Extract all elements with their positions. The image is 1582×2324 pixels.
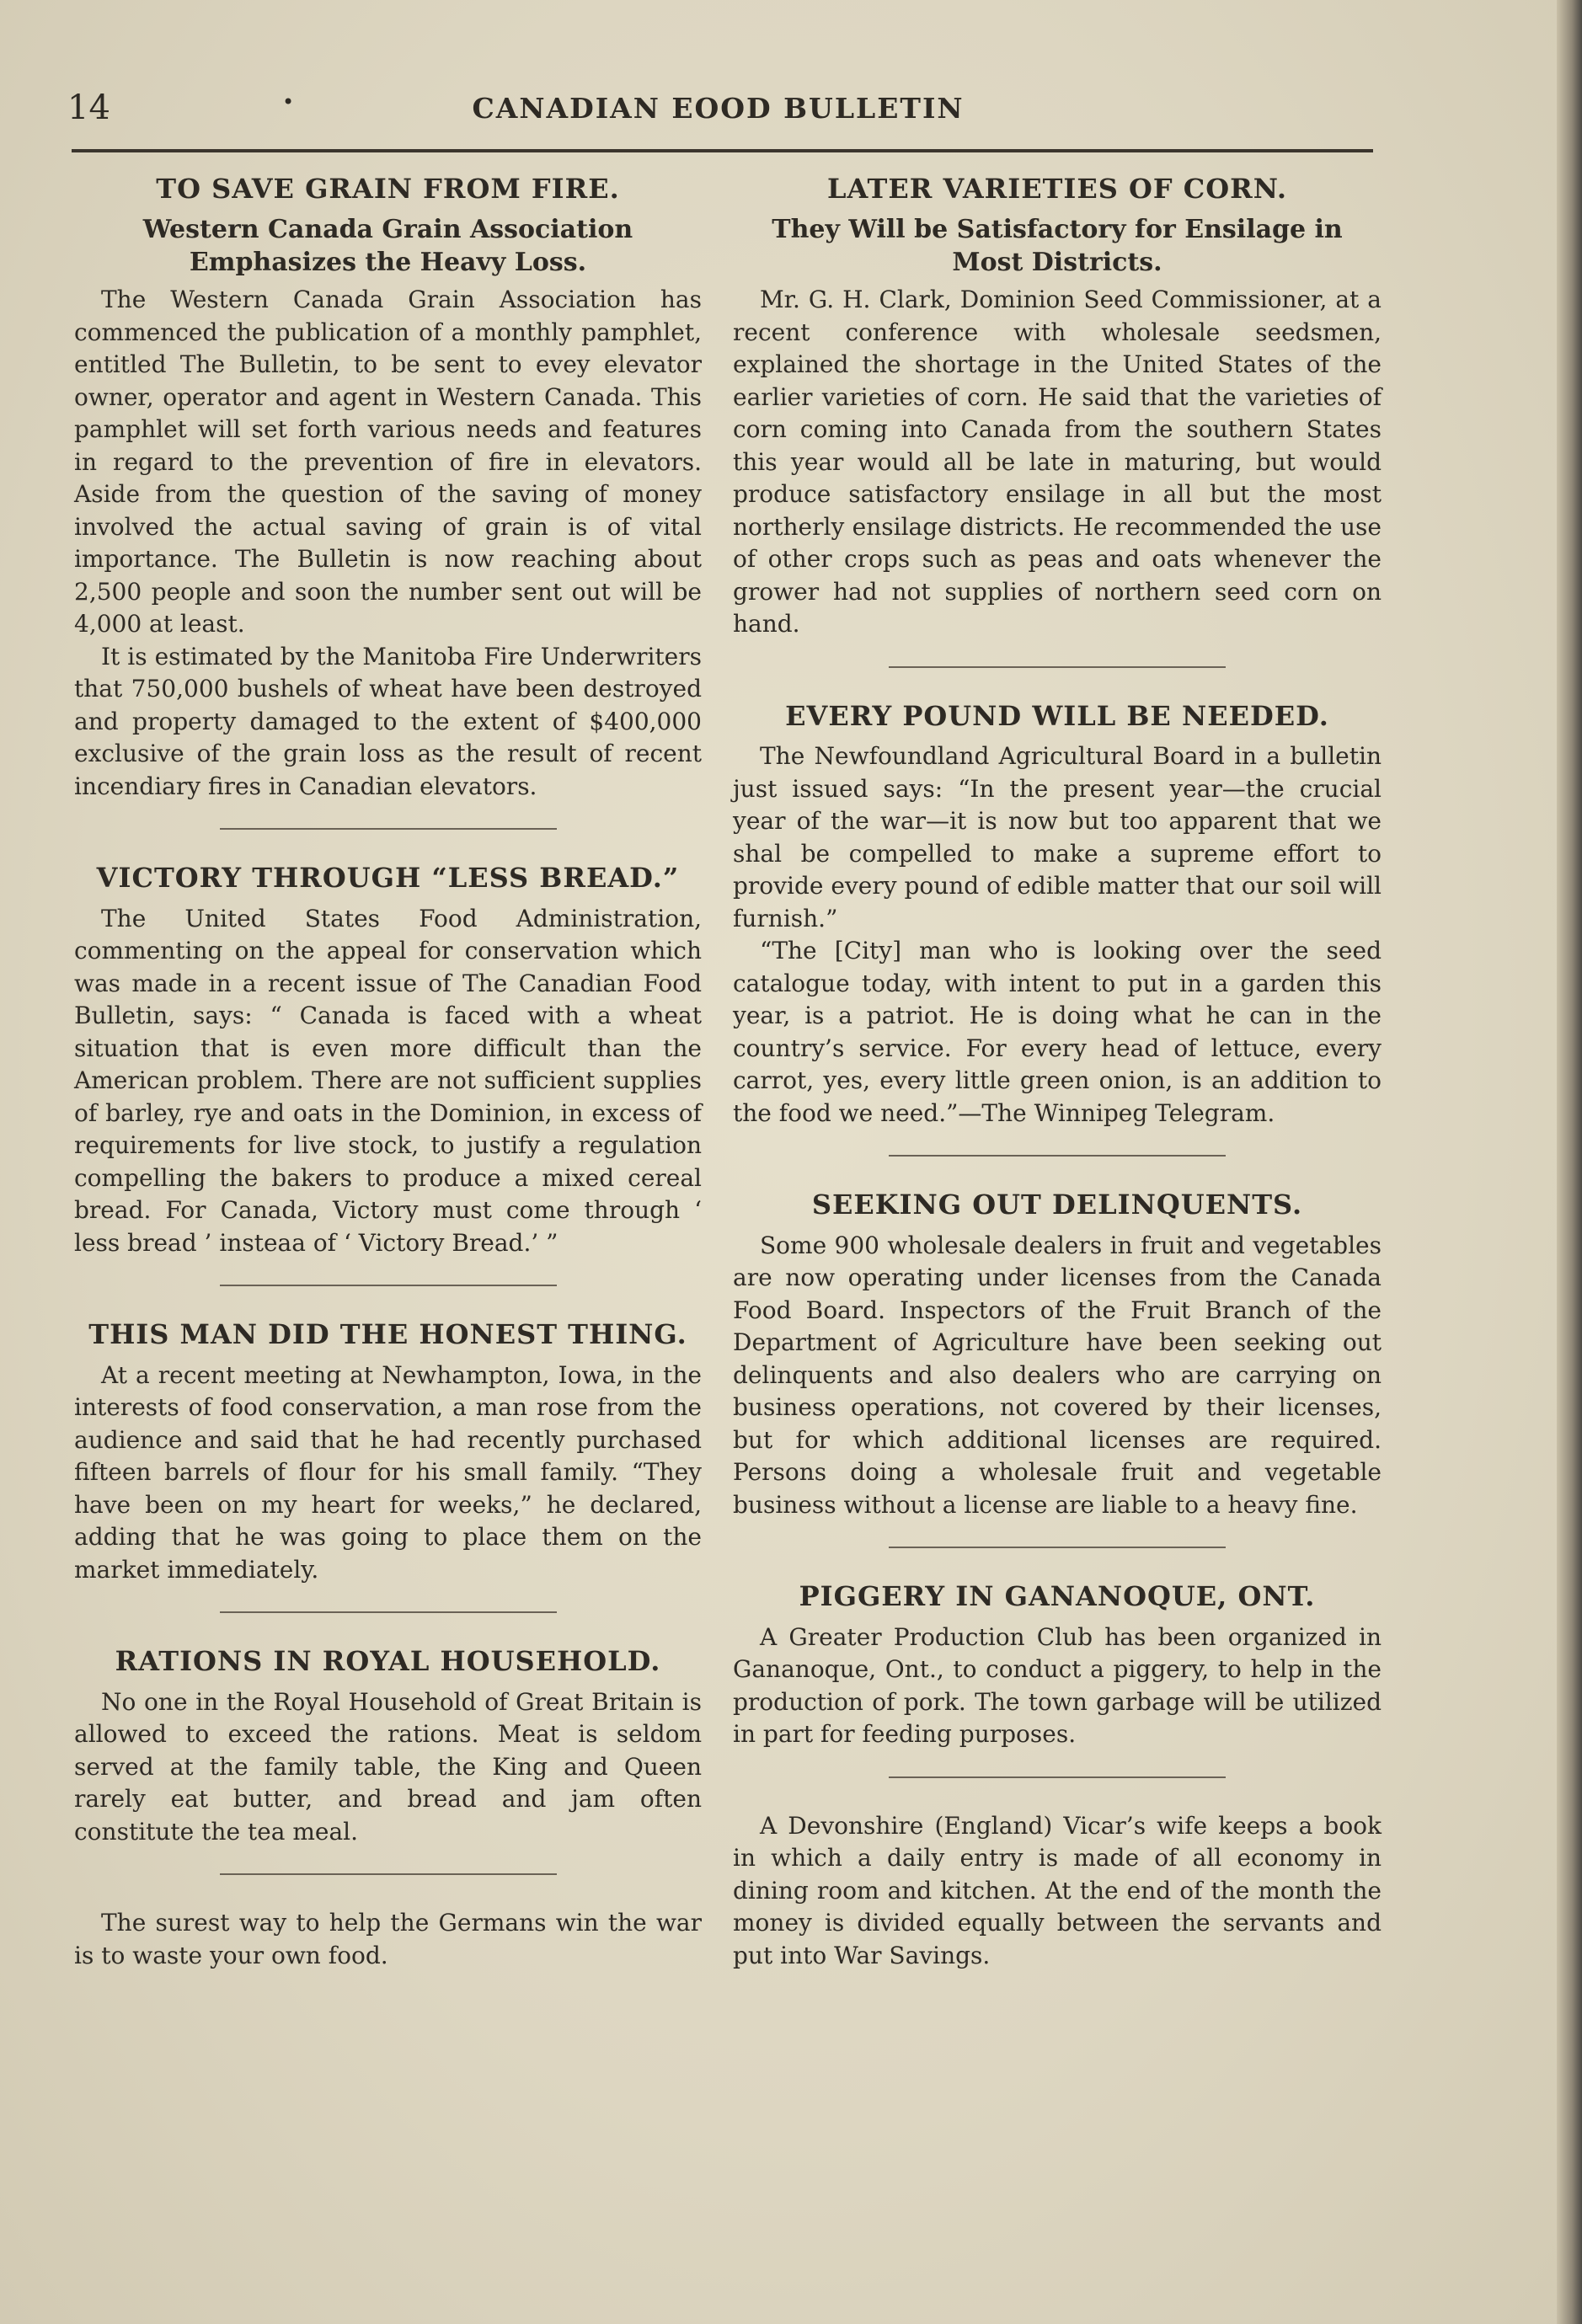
- page-number: 14: [67, 88, 110, 127]
- article-headline: PIGGERY IN GANANOQUE, ONT.: [799, 1580, 1316, 1613]
- article-devonshire-vicar: [733, 1810, 1382, 1973]
- column-divider: [220, 1611, 557, 1613]
- article-less-bread: [74, 862, 702, 1259]
- article-piggery: [733, 1580, 1382, 1750]
- publication-title: CANADIAN EOOD BULLETIN: [472, 92, 965, 125]
- column-divider: [220, 1873, 557, 1875]
- page-header: [67, 88, 1369, 139]
- article-filler-germans: [74, 1907, 702, 1972]
- article-headline: RATIONS IN ROYAL HOUSEHOLD.: [115, 1645, 661, 1678]
- article-paragraph: The Newfoundland Agricultural Board in a bulletin just issued says: “In the present year—the crucial year of the war—it is now but too apparent that we shal be compelled to make a supreme effort to provide every pound of edible matter that our soil will furnish.”: [733, 742, 1382, 932]
- article-corn-varieties: [733, 173, 1382, 641]
- article-headline: SEEKING OUT DELINQUENTS.: [811, 1189, 1303, 1221]
- column-divider: [889, 666, 1226, 668]
- header-rule: [72, 149, 1373, 152]
- article-paragraph: A Devonshire (England) Vicar’s wife keeps a book in which a daily entry is made of all economy in dining room and kitchen. At the end of the month the money is divided equally between the servants and put into War Savings.: [733, 1811, 1382, 1969]
- left-column: [74, 173, 702, 1972]
- article-paragraph: A Greater Production Club has been organized in Gananoque, Ont., to conduct a piggery, to help in the production of pork. The town garbage will be utilized in part for feeding purposes.: [733, 1622, 1382, 1749]
- article-headline: THIS MAN DID THE HONEST THING.: [88, 1318, 687, 1351]
- article-paragraph: “The [City] man who is looking over the seed catalogue today, with intent to put in a garden this year, is a patriot. He is doing what he can in the country’s service. For every head of lettuce, every carrot, yes, every little green onion, is an addition to the food we need.”—The Winnipeg Telegram.: [733, 937, 1382, 1127]
- header-ornament: •: [282, 90, 295, 114]
- article-paragraph: At a recent meeting at Newhampton, Iowa, in the interests of food conservation, a man rose from the audience and said that he had recently purchased fifteen barrels of flour for his small family. “They have been on my heart for weeks,” he declared, adding that he was going to place them on the market immediately.: [74, 1360, 702, 1584]
- column-divider: [889, 1776, 1226, 1778]
- article-paragraph: It is estimated by the Manitoba Fire Underwriters that 750,000 bushels of wheat have been destroyed and property damaged to the extent of $400,000 exclusive of the grain loss as the result of recent incendiary fires in Canadian elevators.: [74, 642, 702, 800]
- article-paragraph: The surest way to help the Germans win the war is to waste your own food.: [74, 1909, 702, 1969]
- column-divider: [889, 1155, 1226, 1157]
- column-divider: [220, 828, 557, 830]
- article-subheadline: They Will be Satisfactory for Ensilage in Most Districts.: [772, 215, 1343, 278]
- article-delinquents: [733, 1189, 1382, 1521]
- article-paragraph: Mr. G. H. Clark, Dominion Seed Commissioner, at a recent conference with wholesale seedsmen, explained the shortage in the United States of the earlier varieties of corn. He said that the varieties of corn coming into Canada from the southern States this year would all be late in maturing, but would produce satisfactory ensilage in all but the most northerly ensilage districts. He recommended the use of other crops such as peas and oats whenever the grower had not supplies of northern seed corn on hand.: [733, 286, 1382, 638]
- article-every-pound: [733, 700, 1382, 1130]
- article-paragraph: No one in the Royal Household of Great Britain is allowed to exceed the rations. Meat is seldom served at the family table, the King and Queen rarely eat butter, and bread and jam often constitute the tea meal.: [74, 1687, 702, 1846]
- column-divider: [889, 1547, 1226, 1548]
- article-headline: EVERY POUND WILL BE NEEDED.: [785, 699, 1329, 732]
- article-paragraph: The Western Canada Grain Association has commenced the publication of a monthly pamphlet, entitled The Bulletin, to be sent to evey elevator owner, operator and agent in Western Canada. This pamphlet will set forth various needs and features in regard to the prevention of fire in elevators. Aside from the question of the saving of money involved the actual saving of grain is of vital importance. The Bulletin is now reaching about 2,500 people and soon the number sent out will be 4,000 at least.: [74, 286, 702, 638]
- article-save-grain: [74, 173, 702, 803]
- right-column: [733, 173, 1382, 1972]
- article-honest-thing: [74, 1318, 702, 1586]
- page-edge-shadow: [1557, 0, 1582, 2324]
- article-headline: TO SAVE GRAIN FROM FIRE.: [156, 173, 620, 205]
- article-subheadline: Western Canada Grain Association Emphasizes the Heavy Loss.: [142, 215, 633, 278]
- column-divider: [220, 1285, 557, 1286]
- article-royal-household: [74, 1645, 702, 1848]
- article-headline: VICTORY THROUGH “LESS BREAD.”: [96, 862, 680, 895]
- article-paragraph: The United States Food Administration, commenting on the appeal for conservation which was made in a recent issue of The Canadian Food Bulletin, says: “ Canada is faced with a wheat situation that is even more difficult than the American problem. There are not sufficient supplies of barley, rye and oats in the Dominion, in excess of requirements for live stock, to justify a regulation compelling the bakers to produce a mixed cereal bread. For Canada, Victory must come through ‘ less bread ’ insteaa of ‘ Victory Bread.’ ”: [74, 904, 702, 1257]
- article-headline: LATER VARIETIES OF CORN.: [826, 173, 1288, 205]
- article-paragraph: Some 900 wholesale dealers in fruit and vegetables are now operating under licenses from the Canada Food Board. Inspectors of the Fruit Branch of the Department of Agriculture have been seeking out delinquents and also dealers who are carrying on business operations, not covered by their licenses, but for which additional licenses are required. Persons doing a wholesale fruit and vegetable business without a license are liable to a heavy fine.: [733, 1231, 1382, 1519]
